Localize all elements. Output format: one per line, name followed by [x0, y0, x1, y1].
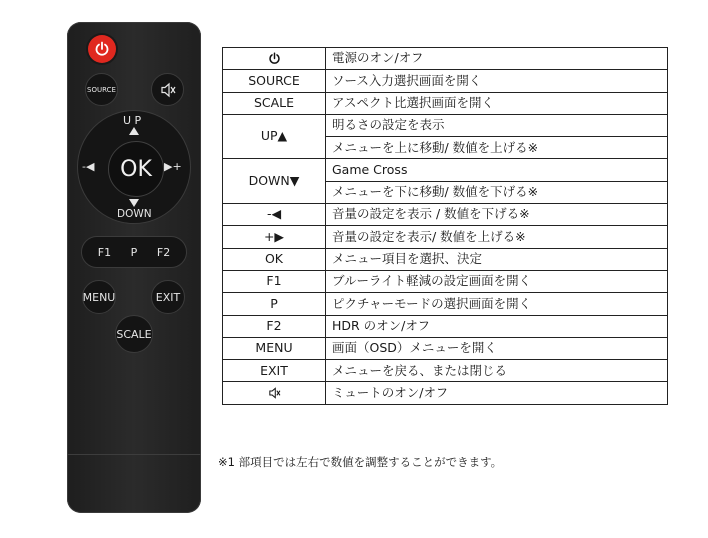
menu-button[interactable] [82, 280, 116, 314]
description-cell: 電源のオン/オフ [326, 48, 668, 70]
f1-button[interactable]: F1 [97, 245, 112, 259]
navigation-pad [77, 110, 191, 224]
table-row [223, 337, 668, 359]
table-row [223, 248, 668, 270]
key-cell: P [223, 293, 326, 315]
footnote: ※1 部項目では左右で数値を調整することができます。 [218, 455, 503, 469]
ok-button-label: OK [120, 156, 152, 182]
description-cell: メニューを下に移動/ 数値を下げる※ [326, 181, 668, 203]
table-row [223, 70, 668, 92]
description-cell: ソース入力選択画面を開く [326, 70, 668, 92]
key-cell [223, 48, 326, 70]
power-button[interactable] [88, 35, 116, 63]
mute-icon [159, 81, 177, 99]
table-row [223, 270, 668, 292]
description-cell: メニューを戻る、または閉じる [326, 360, 668, 382]
key-cell [223, 382, 326, 404]
vol-plus-button[interactable]: ▶+ [164, 160, 182, 173]
key-cell: -◀ [223, 204, 326, 226]
remote-divider [67, 454, 201, 455]
table-row [223, 159, 668, 181]
mute-icon [267, 386, 282, 400]
vol-minus-button[interactable]: -◀ [82, 160, 95, 173]
table-row [223, 48, 668, 70]
table-row [223, 92, 668, 114]
key-cell: SCALE [223, 92, 326, 114]
menu-button-label: MENU [82, 290, 116, 304]
up-button-label: U P [123, 114, 142, 127]
key-cell: F1 [223, 270, 326, 292]
table-row [223, 114, 668, 136]
power-icon [94, 41, 110, 57]
description-cell: ミュートのオン/オフ [326, 382, 668, 404]
description-cell: ピクチャーモードの選択画面を開く [326, 293, 668, 315]
down-button-label: DOWN [117, 208, 152, 220]
ok-button[interactable] [108, 141, 164, 197]
key-cell: OK [223, 248, 326, 270]
description-cell: アスペクト比選択画面を開く [326, 92, 668, 114]
key-cell: MENU [223, 337, 326, 359]
function-button-group [81, 236, 187, 268]
description-cell: メニューを上に移動/ 数値を上げる※ [326, 137, 668, 159]
description-cell: 画面（OSD）メニューを開く [326, 337, 668, 359]
scale-button[interactable] [115, 315, 153, 353]
remote-control [67, 22, 201, 513]
description-cell: Game Cross [326, 159, 668, 181]
mute-button[interactable] [151, 73, 184, 106]
exit-button[interactable] [151, 280, 185, 314]
table-row [223, 293, 668, 315]
key-cell: EXIT [223, 360, 326, 382]
description-cell: メニュー項目を選択、決定 [326, 248, 668, 270]
table-row [223, 204, 668, 226]
description-cell: HDR のオン/オフ [326, 315, 668, 337]
key-cell: SOURCE [223, 70, 326, 92]
key-cell: +▶ [223, 226, 326, 248]
key-cell: UP▲ [223, 114, 326, 159]
table-row [223, 315, 668, 337]
table-row [223, 226, 668, 248]
key-cell: DOWN▼ [223, 159, 326, 204]
exit-button-label: EXIT [155, 290, 181, 304]
scale-button-label: SCALE [116, 327, 152, 341]
key-cell: F2 [223, 315, 326, 337]
key-function-table [222, 47, 668, 405]
table-row [223, 382, 668, 404]
table-row [223, 360, 668, 382]
description-cell: 音量の設定を表示 / 数値を下げる※ [326, 204, 668, 226]
down-arrow-icon[interactable] [129, 199, 139, 207]
source-button[interactable] [85, 73, 118, 106]
p-button[interactable]: P [130, 245, 138, 259]
description-cell: ブルーライト軽減の設定画面を開く [326, 270, 668, 292]
power-icon [268, 52, 281, 65]
up-arrow-icon[interactable] [129, 127, 139, 135]
source-button-label: SOURCE [87, 85, 116, 94]
description-cell: 明るさの設定を表示 [326, 114, 668, 136]
description-cell: 音量の設定を表示/ 数値を上げる※ [326, 226, 668, 248]
f2-button[interactable]: F2 [156, 245, 171, 259]
